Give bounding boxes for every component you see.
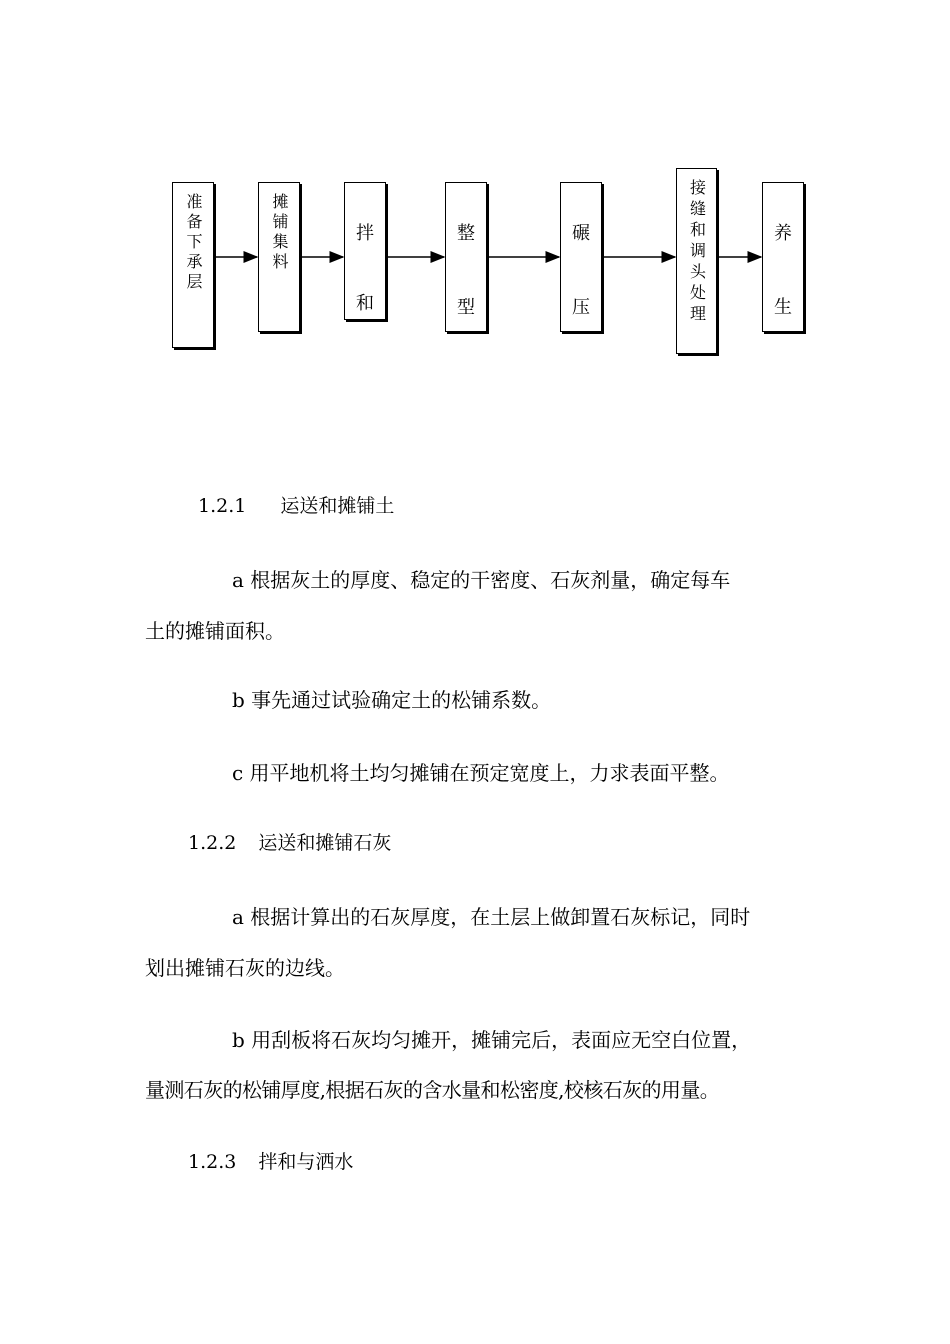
step-label-top: 碾 [572,223,590,244]
step-label-top: 拌 [356,223,374,244]
step-cure [762,182,804,332]
paragraph-line: b 事先通过试验确定土的松铺系数。 [232,688,552,712]
step-label-top: 整 [457,223,475,244]
section-heading-1-2-3 [188,1153,353,1172]
step-joint-treatment [676,168,717,354]
step-label: 准备下承层 [184,193,203,293]
step-label: 接缝和调头处理 [687,179,707,326]
process-flowchart [0,0,950,400]
paragraph-line: a 根据灰土的厚度、稳定的干密度、石灰剂量，确定每车 [232,568,731,592]
paragraph-line: a 根据计算出的石灰厚度，在土层上做卸置石灰标记，同时 [232,905,751,929]
step-compact [560,182,602,332]
section-title: 运送和摊铺石灰 [258,832,392,854]
step-label-bottom: 和 [356,293,374,314]
step-label-bottom: 型 [457,297,475,318]
step-label-top: 养 [774,223,792,244]
section-number: 1.2.1 [198,495,247,517]
paragraph-line: c 用平地机将土均匀摊铺在预定宽度上，力求表面平整。 [232,761,730,785]
step-mix [344,182,386,320]
section-heading-1-2-1 [198,497,394,516]
section-number: 1.2.3 [188,1151,237,1173]
step-label: 摊铺集料 [270,193,289,273]
section-title: 拌和与洒水 [258,1151,354,1173]
paragraph-line: 划出摊铺石灰的边线。 [145,956,345,980]
step-label-bottom: 生 [774,297,792,318]
step-spread-aggregate [258,182,300,332]
section-title: 运送和摊铺土 [280,495,395,517]
paragraph-line: 量测石灰的松铺厚度,根据石灰的含水量和松密度,校核石灰的用量。 [145,1078,720,1102]
step-prepare-base [172,182,214,348]
step-label-bottom: 压 [572,297,590,318]
step-shape [445,182,487,332]
section-number: 1.2.2 [188,832,237,854]
paragraph-line: b 用刮板将石灰均匀摊开，摊铺完后，表面应无空白位置， [232,1028,752,1052]
paragraph-line: 土的摊铺面积。 [145,619,285,643]
section-heading-1-2-2 [188,834,391,853]
